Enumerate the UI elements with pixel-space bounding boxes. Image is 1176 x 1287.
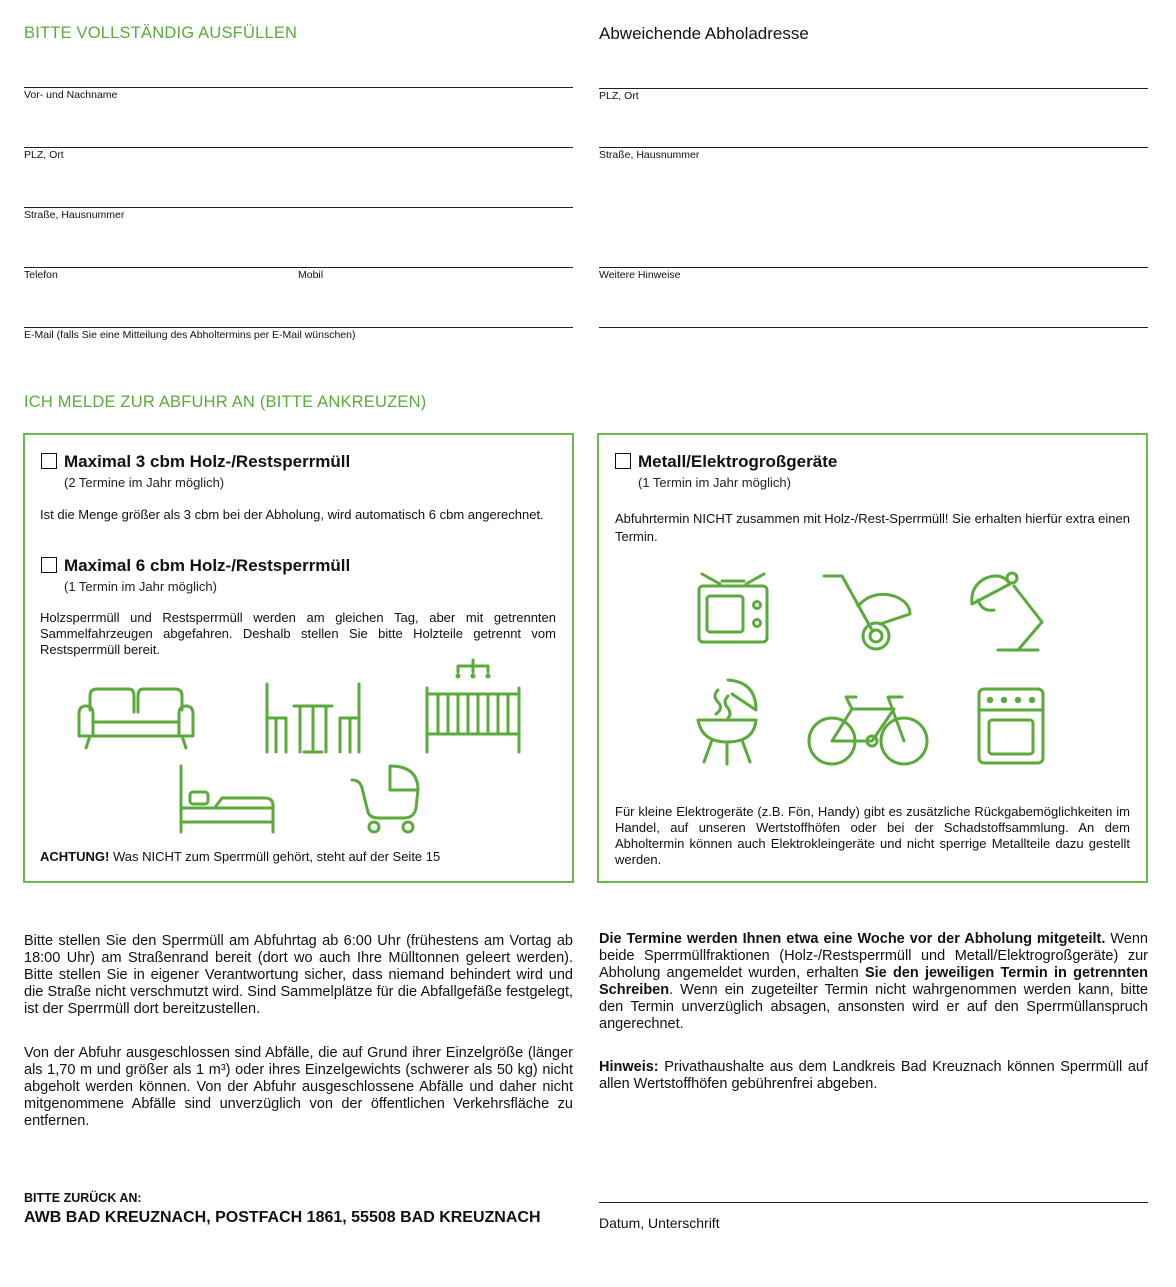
return-address: AWB BAD KREUZNACH, POSTFACH 1861, 55508 BAD KREUZNACH [24, 1209, 541, 1226]
warning-bold: ACHTUNG! [40, 849, 110, 864]
plz-field-line[interactable] [24, 147, 573, 148]
schedule-info-bold-2: Sie den jeweiligen Termin in getrennten Schreiben [599, 965, 1149, 998]
option-6cbm-checkbox[interactable] [41, 557, 57, 573]
option-3cbm-text: Ist die Menge größer als 3 cbm bei der Abholung, wird automatisch 6 cbm angerechnet. [40, 507, 544, 522]
option-metal-subtitle: (1 Termin im Jahr möglich) [638, 475, 791, 490]
notes-field-line[interactable] [599, 267, 1148, 268]
alt-plz-field-label: PLZ, Ort [599, 90, 639, 102]
crib-icon [424, 658, 522, 754]
schedule-info-text-2: . Wenn ein zugeteilter Termin nicht wahrgenommen werden kann, bitte den Termin unverzüglich absagen, ansonsten wird er auf den Sperrmüllanspruch angerechnet. [599, 982, 1148, 1032]
bicycle-icon [806, 693, 930, 767]
alt-plz-field-line[interactable] [599, 88, 1148, 89]
return-label: BITTE ZURÜCK AN: [24, 1191, 142, 1205]
schedule-info [599, 931, 1148, 1033]
notes-field-line-2[interactable] [599, 327, 1148, 328]
option-metal-title: Metall/Elektrogroßgeräte [638, 452, 838, 471]
grill-icon [694, 676, 764, 766]
name-field-label: Vor- und Nachname [24, 89, 118, 101]
stove-icon [976, 686, 1046, 766]
name-field-line[interactable] [24, 87, 573, 88]
warning-text: Was NICHT zum Sperrmüll gehört, steht auf der Seite 15 [109, 849, 441, 864]
warning-note [40, 849, 440, 864]
lawnmower-icon [822, 572, 914, 654]
option-3cbm-subtitle: (2 Termine im Jahr möglich) [64, 475, 225, 490]
schedule-info-bold-1: Die Termine werden Ihnen etwa eine Woche vor der Abholung mitgeteilt. [599, 931, 1106, 947]
option-6cbm-subtitle: (1 Termin im Jahr möglich) [64, 579, 217, 594]
option-6cbm-title: Maximal 6 cbm Holz-/Restsperrmüll [64, 556, 351, 575]
email-field-label: E-Mail (falls Sie eine Mitteilung des Abholtermins per E-Mail wünschen) [24, 329, 356, 341]
schedule-info-text-1: Wenn beide Sperrmüllfraktionen (Holz-/Restsperrmüll und Metall/Elektrogroßgeräte) zur Abholung angemeldet wurden, erhalten [599, 931, 1148, 981]
option-metal-checkbox[interactable] [615, 453, 631, 469]
option-6cbm-text: Holzsperrmüll und Restsperrmüll werden am gleichen Tag, aber mit getrennten Sammelfahrzeugen abgefahren. Deshalb stellen Sie bitte Holzteile getrennt vom Restsperrmüll bereit. [40, 610, 556, 657]
form-title: BITTE VOLLSTÄNDIG AUSFÜLLEN [24, 24, 298, 42]
pickup-instructions: Bitte stellen Sie den Sperrmüll am Abfuhrtag ab 6:00 Uhr (frühestens am Vortag ab 18:00 Uhr) am Straßenrand bereit (dort wo auch Ihre Mülltonnen geleert werden). Bitte stellen Sie in eigener Verantwortung sicher, dass niemand behindert wird und die Straße nicht verschmutzt wird. Sind Sammelplätze für die Abfallgefäße festgelegt, ist der Sperrmüll dort bereitzustellen. [24, 933, 573, 1017]
notes-field-label: Weitere Hinweise [599, 269, 681, 281]
sofa-icon [76, 686, 196, 752]
email-field-line[interactable] [24, 327, 573, 328]
alt-address-title: Abweichende Abholadresse [599, 24, 809, 43]
table-chairs-icon [264, 682, 362, 754]
small-appliances-note: Für kleine Elektrogeräte (z.B. Fön, Handy) gibt es zusätzliche Rückgabemöglichkeiten im Handel, auf unseren Wertstoffhöfen oder bei der Schadstoffsammlung. An dem Abholtermin können auch Elektrokleingeräte und nicht sperrige Metallteile dazu gestellt werden. [615, 804, 1130, 867]
signature-line[interactable] [599, 1202, 1148, 1203]
option-3cbm-checkbox[interactable] [41, 453, 57, 469]
registration-title: ICH MELDE ZUR ABFUHR AN (BITTE ANKREUZEN) [24, 393, 427, 411]
phone-field-line[interactable] [24, 267, 573, 268]
hint-text [599, 1059, 1148, 1093]
option-metal-text: Abfuhrtermin NICHT zusammen mit Holz-/Rest-Sperrmüll! Sie erhalten hierfür extra einen Termin. [615, 511, 1130, 544]
bed-icon [178, 764, 276, 834]
street-field-label: Straße, Hausnummer [24, 209, 125, 221]
alt-street-field-line[interactable] [599, 147, 1148, 148]
street-field-line[interactable] [24, 207, 573, 208]
hint-body: Privathaushalte aus dem Landkreis Bad Kreuznach können Sperrmüll auf allen Wertstoffhöfen gebührenfrei abgeben. [599, 1059, 1148, 1092]
option-3cbm-title: Maximal 3 cbm Holz-/Restsperrmüll [64, 452, 351, 471]
desk-lamp-icon [966, 570, 1046, 652]
mobile-field-label: Mobil [298, 269, 324, 281]
stroller-icon [350, 762, 424, 836]
phone-field-label: Telefon [24, 269, 58, 281]
alt-street-field-label: Straße, Hausnummer [599, 149, 700, 161]
plz-field-label: PLZ, Ort [24, 149, 64, 161]
exclusions-text: Von der Abfuhr ausgeschlossen sind Abfälle, die auf Grund ihrer Einzelgröße (länger als 1,70 m und größer als 1 m³) oder ihres Einzelgewichts (schwerer als 50 kg) nicht abgeholt werden können. Von der Abfuhr ausgeschlossene Abfälle und daher nicht mitgenommene Abfälle sind unverzüglich von der öffentlichen Verkehrsfläche zu entfernen. [24, 1045, 573, 1129]
hint-bold: Hinweis: [599, 1059, 659, 1075]
tv-icon [696, 572, 770, 646]
signature-label: Datum, Unterschrift [599, 1215, 720, 1231]
